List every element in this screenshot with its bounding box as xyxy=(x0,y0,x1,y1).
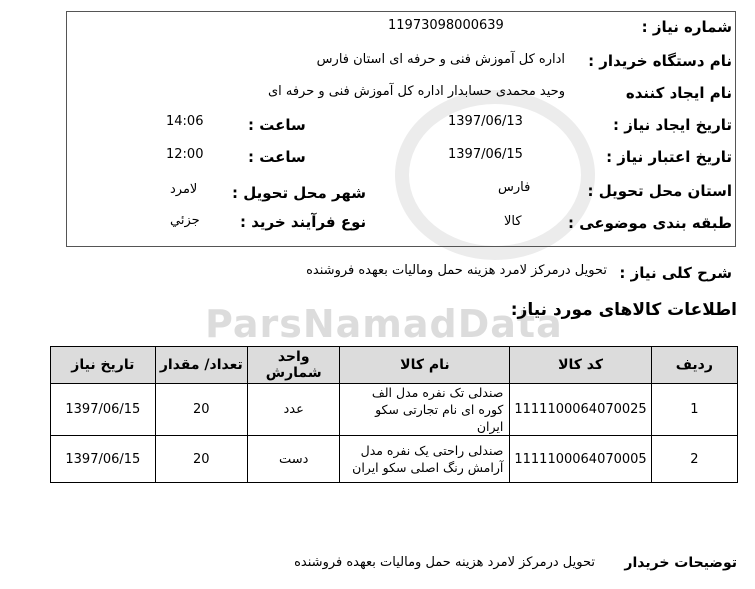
cell-qty: 20 xyxy=(155,384,247,436)
table-row xyxy=(51,384,738,436)
category-label: طبقه بندی موضوعی : xyxy=(568,214,732,232)
creator-value: وحید محمدی حسابدار اداره کل آموزش فنی و حرفه ای xyxy=(267,84,565,99)
buyer-org-value: اداره کل آموزش فنی و حرفه ای استان فارس xyxy=(316,52,565,67)
col-header-qty: تعداد/ مقدار xyxy=(155,347,247,384)
cell-qty: 20 xyxy=(155,436,247,483)
col-header-unit: واحد شمارش xyxy=(247,347,340,384)
buyer-notes-label: توضیحات خریدار xyxy=(624,555,737,571)
delivery-province-label: استان محل تحویل : xyxy=(587,182,732,200)
cell-unit: دست xyxy=(247,436,340,483)
buyer-notes-value: تحویل درمرکز لامرد هزینه حمل وماليات بعهده فروشنده xyxy=(294,555,595,570)
process-label: نوع فرآیند خرید : xyxy=(240,213,367,231)
created-time-label: ساعت : xyxy=(248,116,306,134)
need-number-label: شماره نیاز : xyxy=(641,18,732,36)
col-header-code: کد کالا xyxy=(510,347,651,384)
creator-label: نام ایجاد کننده xyxy=(625,84,732,102)
cell-code: 1111100064070025 xyxy=(510,384,651,436)
delivery-city-value: لامرد xyxy=(170,182,198,197)
process-value: جزئي xyxy=(170,213,200,228)
summary-label: شرح کلی نیاز : xyxy=(619,264,732,282)
created-time-value: 14:06 xyxy=(166,114,204,129)
cell-row-number: 2 xyxy=(651,436,737,483)
col-header-name: نام کالا xyxy=(340,347,510,384)
table-row xyxy=(51,436,738,483)
cell-row-number: 1 xyxy=(651,384,737,436)
cell-code: 1111100064070005 xyxy=(510,436,651,483)
cell-name: صندلی راحتی یک نفره مدل آرامش رنگ اصلی سکو ایران xyxy=(340,436,510,483)
valid-date-value: 1397/06/15 xyxy=(448,147,523,162)
cell-date: 1397/06/15 xyxy=(51,384,156,436)
watermark-brand: ParsNamadData xyxy=(205,302,563,346)
cell-date: 1397/06/15 xyxy=(51,436,156,483)
cell-unit: عدد xyxy=(247,384,340,436)
goods-table xyxy=(50,346,738,483)
valid-date-label: تاریخ اعتبار نیاز : xyxy=(606,148,732,166)
cell-name: صندلی تک نفره مدل الف کوره ای نام تجارتی سکو ایران xyxy=(340,384,510,436)
created-date-value: 1397/06/13 xyxy=(448,114,523,129)
need-number-value: 11973098000639 xyxy=(388,18,504,33)
delivery-province-value: فارس xyxy=(498,180,531,195)
buyer-org-label: نام دستگاه خریدار : xyxy=(588,52,732,70)
valid-time-value: 12:00 xyxy=(166,147,204,162)
col-header-date: تاریخ نیاز xyxy=(51,347,156,384)
summary-value: تحویل درمرکز لامرد هزینه حمل وماليات بعهده فروشنده xyxy=(306,263,607,278)
col-header-row-number: ردیف xyxy=(651,347,737,384)
category-value: کالا xyxy=(504,214,522,229)
goods-section-title: اطلاعات کالاهای مورد نیاز: xyxy=(510,300,737,320)
valid-time-label: ساعت : xyxy=(248,148,306,166)
delivery-city-label: شهر محل تحویل : xyxy=(232,184,367,202)
created-date-label: تاریخ ایجاد نیاز : xyxy=(613,116,732,134)
table-header-row xyxy=(51,347,738,384)
